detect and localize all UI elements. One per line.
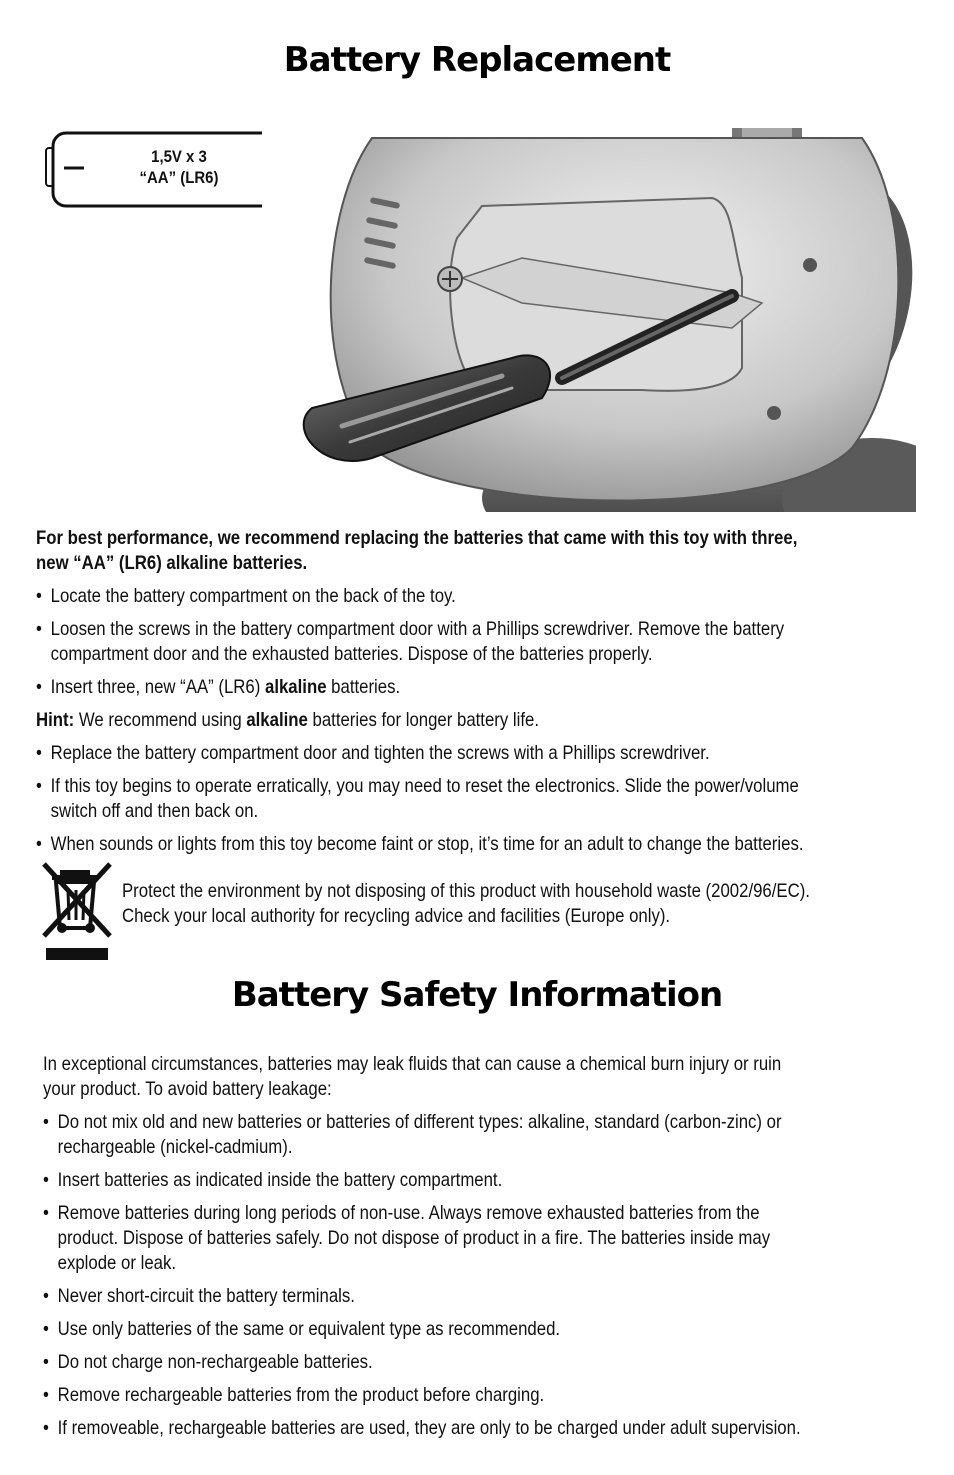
bullet-loosen-line1: • Loosen the screws in the battery compartment door with a Phillips screwdriver. Remove the battery (50, 618, 785, 640)
safety-mix-line1: • Do not mix old and new batteries or batteries of different types: alkaline, standard (carbon-zinc) or (57, 1111, 782, 1133)
safety-bullet-mix (43, 1110, 929, 1160)
safety-bullet-insert: • Insert batteries as indicated inside the battery compartment. (43, 1168, 929, 1193)
battery-type-label: “AA” (LR6) (139, 168, 219, 187)
safety-bullet-short-circuit: • Never short-circuit the battery terminals. (43, 1284, 929, 1309)
safety-intro-line2: your product. To avoid battery leakage: (43, 1078, 332, 1100)
bullet-replace-door: • Replace the battery compartment door and tighten the screws with a Phillips screwdriver. (36, 741, 930, 766)
insert-text-pre: Insert three, new “AA” (LR6) (50, 676, 265, 698)
hint-text-post: batteries for longer battery life. (307, 709, 540, 731)
battery-spec-text (113, 146, 245, 188)
safety-remove-line3: explode or leak. (57, 1252, 177, 1274)
hint-text-bold: alkaline (246, 709, 308, 731)
safety-remove-line1: • Remove batteries during long periods of non-use. Always remove exhausted batteries from the (57, 1202, 760, 1224)
insert-text-post: batteries. (326, 676, 401, 698)
hint-label: Hint: (36, 709, 75, 731)
safety-information (43, 1052, 929, 1441)
bullet-reset-line2: switch off and then back on. (50, 800, 259, 822)
environment-notice (122, 879, 954, 929)
safety-bullet-remove (43, 1201, 929, 1276)
environment-line2: Check your local authority for recycling advice and facilities (Europe only). (122, 905, 671, 927)
section-title-safety: Battery Safety Information (231, 975, 723, 1015)
intro-bold-line2: new “AA” (LR6) alkaline batteries. (36, 552, 308, 574)
intro-bold-line1: For best performance, we recommend replacing the batteries that came with this toy with three, (36, 527, 798, 549)
bullet-loosen-line2: compartment door and the exhausted batteries. Dispose of the batteries properly. (50, 643, 653, 665)
safety-bullet-remove-rechargeable: • Remove rechargeable batteries from the product before charging. (43, 1383, 929, 1408)
bullet-reset-electronics (36, 774, 930, 824)
bullet-reset-line1: • If this toy begins to operate erratically, you may need to reset the electronics. Slide the power/volume (50, 775, 799, 797)
safety-bullet-same-type: • Use only batteries of the same or equivalent type as recommended. (43, 1317, 929, 1342)
replacement-instructions (36, 526, 930, 857)
bullet-change-batteries: • When sounds or lights from this toy become faint or stop, it’s time for an adult to change the batteries. (36, 832, 930, 857)
battery-voltage-label: 1,5V x 3 (151, 147, 207, 166)
safety-bullet-adult-supervision: • If removeable, rechargeable batteries are used, they are only to be charged under adult supervision. (43, 1416, 929, 1441)
screwdriver-toy-illustration (262, 128, 916, 512)
safety-remove-line2: product. Dispose of batteries safely. Do not dispose of product in a fire. The batteries inside may (57, 1227, 771, 1249)
hint-text-pre: We recommend using (74, 709, 247, 731)
page-title: Battery Replacement (283, 40, 671, 80)
insert-text-bold: alkaline (264, 676, 327, 698)
safety-bullet-no-charge: • Do not charge non-rechargeable batteries. (43, 1350, 929, 1375)
crossed-bin-icon (40, 860, 114, 964)
safety-intro-line1: In exceptional circumstances, batteries may leak fluids that can cause a chemical burn injury or ruin (43, 1053, 782, 1075)
safety-mix-line2: rechargeable (nickel-cadmium). (57, 1136, 293, 1158)
bullet-locate-compartment: • Locate the battery compartment on the back of the toy. (36, 584, 930, 609)
bullet-loosen-screws (36, 617, 930, 667)
bullet-insert-batteries (36, 675, 930, 700)
environment-line1: Protect the environment by not disposing of this product with household waste (2002/96/EC). (122, 880, 810, 902)
hint-line (36, 708, 930, 733)
